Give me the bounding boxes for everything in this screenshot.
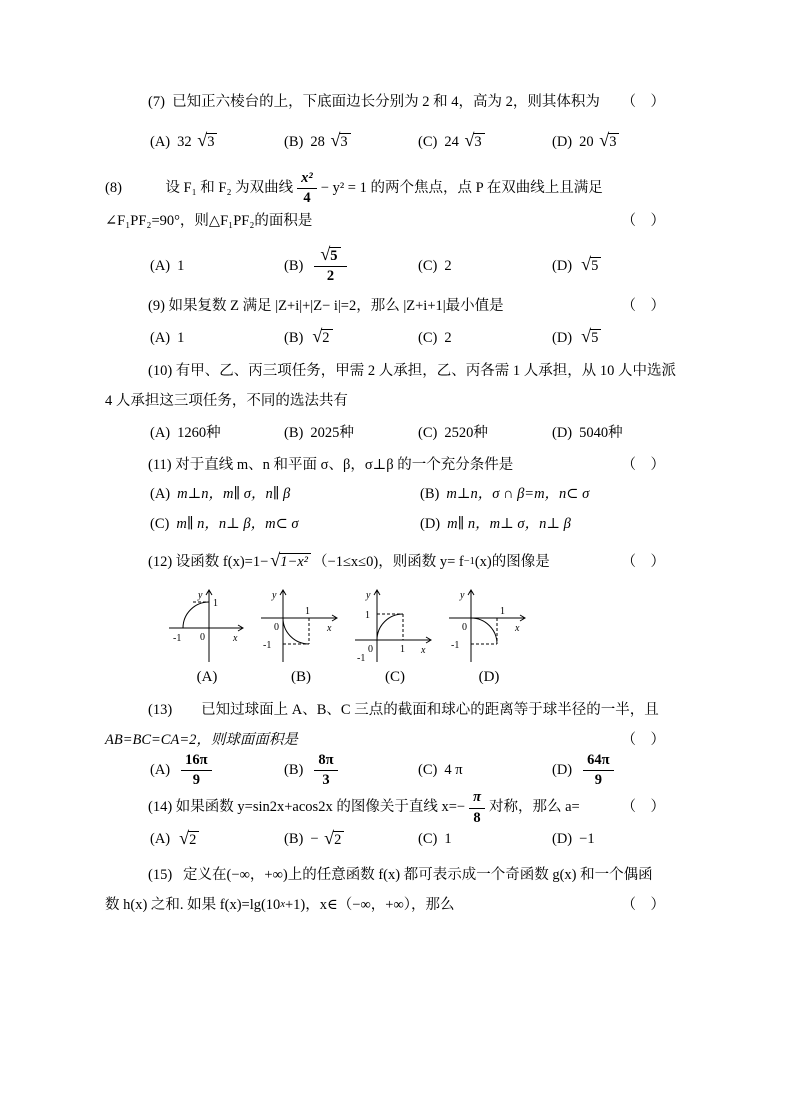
q11-option-b-label: (B) [420,486,440,503]
q14-option-a-root [179,827,199,849]
q11-option-b [420,484,589,506]
q13-option-b [284,752,418,790]
q8-stem-part2: − y² = 1 的两个焦点，点 P 在双曲线上且满足 [320,179,603,196]
q8-option-c [418,256,552,278]
q15-exponent-x: x [280,899,285,911]
q12-graph-d [445,584,533,689]
q12-graph-b-caption: (B) [291,668,311,685]
q11-options-row-1 [105,484,665,506]
q13-option-c-value: 4 π [444,761,463,778]
q14-option-c [418,829,552,851]
q15-answer-paren: （ ） [621,896,665,913]
q13-option-d-numerator: 64π [583,752,613,771]
q8-stem-part3: ∠F₁PF₂=90°，则△F₁PF₂的面积是 [105,213,313,230]
q7-option-d-radicand: 3 [608,133,619,151]
q9-options [105,328,665,350]
q11-option-b-value: m⊥n，σ ∩ β=m，n⊂ σ [446,486,590,503]
q13-option-d-label: (D) [552,761,573,778]
q13-option-a-label: (A) [150,761,171,778]
q8-answer-paren: （ ） [621,213,665,230]
q7-option-b-label: (B) [284,133,304,150]
q9-option-d [552,328,603,350]
q14-options [105,829,665,851]
radical-icon: √ [464,130,475,151]
q7-option-a-radicand: 3 [206,133,217,151]
q10-stem-line1: (10) 有甲、乙、丙三项任务，甲需 2 人承担，乙、丙各需 1 人承担，从 10 人中选派 [148,363,677,380]
graph-a-curve [183,602,209,628]
q14-option-a-label: (A) [150,831,171,848]
q10-option-a-value: 1260种 [177,424,221,441]
q7-option-d-coef: 20 [579,133,598,150]
q9-stem-row [105,296,665,318]
q11-option-a [150,484,420,506]
q8-option-c-label: (C) [418,257,438,274]
q8-stem-row-2 [105,211,665,233]
q11-answer-paren: （ ） [621,456,665,473]
radical-icon: √ [179,827,190,848]
q13-option-d-fraction [583,752,613,790]
q11-option-c [150,514,420,536]
graph-c-x-label: x [421,644,426,656]
q13-stem-row-2 [105,730,665,752]
q9-option-d-radicand: 5 [590,329,601,347]
q9-option-c [418,328,552,350]
q15-stem-line2-part1: 数 h(x) 之和. 如果 f(x)=lg(10 [105,896,281,913]
graph-a-origin: 0 [200,631,205,643]
graph-a-tick-1: 1 [213,597,218,609]
radical-icon: √ [270,550,281,571]
q12-graph-b [257,584,345,689]
graph-c-origin: 0 [368,643,373,655]
radical-icon: √ [197,130,208,151]
q13-option-c [418,760,552,782]
q8-option-b-label: (B) [284,257,304,274]
q13-option-d-denominator: 9 [594,771,602,788]
q8-option-b-radicand: 5 [329,247,340,265]
q13-option-b-label: (B) [284,761,304,778]
q10-option-a [150,423,284,445]
graph-c-plot [351,584,439,664]
q15-stem-line2-part2: +1)，x∈（−∞，+∞），那么 [284,896,455,913]
q14-stem-part1: (14) 如果函数 y=sin2x+acos2x 的图像关于直线 x=− [148,799,466,816]
q10-option-b [284,423,418,445]
q13-option-a-numerator: 16π [181,752,211,771]
q7-option-c-root [464,130,484,151]
graph-b-origin: 0 [274,621,279,633]
q14-option-a-radicand: 2 [188,831,199,849]
radical-icon: √ [330,130,341,151]
q13-option-d [552,752,618,790]
q11-option-a-value: m⊥n，m∥ σ，n∥ β [177,486,291,503]
q7-options [105,132,665,154]
q13-option-a-denominator: 9 [192,771,200,788]
q8-option-b-fraction [314,244,346,286]
q8-stem-row-1 [105,170,665,208]
q10-option-d [552,423,623,445]
q14-fraction-numerator: π [469,789,485,808]
graph-d-tick-1: 1 [500,605,505,617]
q8-option-a [150,256,284,278]
q14-stem-row [105,789,665,827]
radical-icon: √ [599,130,610,151]
graph-b-tick-neg1: -1 [263,639,272,651]
q8-option-a-value: 1 [177,257,185,274]
graph-d-x-label: x [515,622,520,634]
radical-icon: √ [320,244,331,265]
q7-option-d-root [599,130,619,151]
q14-option-b-sign: − [310,831,323,848]
q9-option-d-root [581,326,601,347]
q14-option-d-value: −1 [579,831,595,848]
q13-stem-line2: AB=BC=CA=2，则球面面积是 [105,731,298,748]
q9-option-c-value: 2 [444,329,452,346]
q9-option-a-label: (A) [150,329,171,346]
graph-d-tick-neg1: -1 [451,639,460,651]
q10-options [105,423,665,445]
q11-option-a-label: (A) [150,486,171,503]
q11-option-d [420,514,571,536]
q7-option-c-radicand: 3 [473,133,484,151]
q12-graph-c [351,584,439,689]
q12-answer-paren: （ ） [621,553,665,570]
q8-option-b-numerator [314,244,346,267]
q14-option-d-label: (D) [552,831,573,848]
q14-pi-fraction [469,789,485,827]
q10-option-d-value: 5040种 [579,424,623,441]
graph-c-y-label: y [366,589,371,601]
graph-c-tick-1-top: 1 [365,609,370,621]
q9-option-d-label: (D) [552,329,573,346]
q11-option-c-value: m∥ n，n⊥ β，m⊂ σ [176,516,299,533]
q10-option-b-value: 2025种 [310,424,354,441]
q13-answer-paren: （ ） [621,731,665,748]
q14-option-b-radicand: 2 [333,831,344,849]
graph-b-x-label: x [327,622,332,634]
q11-stem: (11) 对于直线 m、n 和平面 σ、β，σ⊥β 的一个充分条件是 [148,456,514,473]
q13-option-a [150,752,284,790]
q14-option-d [552,829,595,851]
q11-option-d-label: (D) [420,516,441,533]
q13-option-b-numerator: 8π [314,752,337,771]
q12-root-expression [270,550,311,571]
graph-b-tick-1: 1 [305,605,310,617]
graph-d-plot [445,584,533,664]
q14-option-c-label: (C) [418,831,438,848]
graph-a-y-label: y [198,589,203,601]
graph-d-y-label: y [460,589,465,601]
graph-b-y-label: y [272,589,277,601]
q15-stem-row-2 [105,895,665,917]
q10-stem-row-2 [105,391,665,413]
q14-option-b-root [324,827,344,849]
q7-option-b-radicand: 3 [339,133,350,151]
q10-option-a-label: (A) [150,424,171,441]
q13-stem-row-1 [105,700,665,722]
graph-c-curve [377,614,403,640]
q8-fraction-numerator: x² [297,170,317,189]
q8-option-a-label: (A) [150,257,171,274]
q12-graph-a [163,584,251,689]
q7-option-c-coef: 24 [444,133,463,150]
q9-option-b [284,328,418,350]
q13-stem-line1: (13) 已知过球面上 A、B、C 三点的截面和球心的距离等于球半径的一半，且 [148,702,659,719]
q8-stem-part1: (8) 设 F₁ 和 F₂ 为双曲线 [105,179,294,196]
q7-option-a-root [197,130,217,151]
q14-option-b [284,829,418,851]
graph-a-axes [169,590,243,662]
graph-c-tick-1-right: 1 [400,643,405,655]
graph-b-plot [257,584,345,664]
graph-a-tick-neg1: -1 [173,632,182,644]
q13-option-a-fraction [181,752,211,790]
q10-option-c-label: (C) [418,424,438,441]
q12-graph-d-caption: (D) [478,668,500,685]
graph-c-tick-neg1: -1 [357,652,366,664]
q9-answer-paren: （ ） [621,297,665,314]
q12-stem-part2: （−1≤x≤0)，则函数 y= f [313,553,464,570]
q12-stem-part1: (12) 设函数 f(x)=1− [148,553,269,570]
q13-option-b-fraction [314,752,337,790]
q12-stem-row [105,552,665,574]
q14-answer-paren: （ ） [621,799,665,816]
q13-options [105,752,665,790]
q9-option-a-value: 1 [177,329,185,346]
q8-hyperbola-fraction [297,170,317,208]
q10-option-c-value: 2520种 [444,424,488,441]
q8-option-d [552,256,603,278]
graph-d-origin: 0 [462,621,467,633]
q14-option-a [150,829,284,851]
q7-option-d-label: (D) [552,133,573,150]
radical-icon: √ [312,326,323,347]
q12-stem-part3: (x)的图像是 [474,553,550,570]
radical-icon: √ [324,827,335,848]
q9-option-c-label: (C) [418,329,438,346]
graph-d-curve [471,618,497,644]
q12-radicand: 1−x² [279,553,311,571]
q7-option-a-label: (A) [150,133,171,150]
q8-option-b [284,244,418,286]
q15-stem-row-1 [105,865,665,887]
q7-option-a-coef: 32 [177,133,196,150]
q11-options-row-2 [105,514,665,536]
q11-option-d-value: m∥ n，m⊥ σ，n⊥ β [447,516,571,533]
radical-icon: √ [581,254,592,275]
q14-stem-part2: 对称，那么 a= [488,799,580,816]
graph-b-curve [283,618,309,644]
q10-option-b-label: (B) [284,424,304,441]
q10-option-d-label: (D) [552,424,573,441]
q7-option-c [418,132,552,154]
graph-a-x-label: x [233,632,238,644]
q8-options [105,244,665,286]
q9-option-a [150,328,284,350]
q12-graph-c-caption: (C) [385,668,405,685]
radical-icon: √ [581,326,592,347]
q9-option-b-label: (B) [284,329,304,346]
q15-stem-line1: (15) 定义在(−∞，+∞)上的任意函数 f(x) 都可表示成一个奇函数 g(x) 和一个偶函 [148,866,653,883]
q13-option-b-denominator: 3 [322,771,330,788]
q9-option-b-root [312,326,332,347]
q12-graph-a-caption: (A) [196,668,218,685]
q7-stem-row [105,92,665,114]
q10-option-c [418,423,552,445]
q10-stem-row-1 [105,361,677,383]
q8-option-b-denominator: 2 [326,268,335,285]
q7-option-b-coef: 28 [310,133,329,150]
q7-option-b [284,132,418,154]
q7-answer-paren: （ ） [621,94,665,110]
q9-option-b-radicand: 2 [321,329,332,347]
q7-stem: (7) 已知正六棱台的上，下底面边长分别为 2 和 4，高为 2，则其体积为 [148,94,600,110]
q8-option-c-value: 2 [444,257,452,274]
q11-stem-row [105,455,665,477]
q8-option-d-label: (D) [552,257,573,274]
q14-fraction-denominator: 8 [473,809,481,826]
q9-stem: (9) 如果复数 Z 满足 |Z+i|+|Z− i|=2，那么 |Z+i+1|最小值是 [148,297,504,314]
q7-option-d [552,132,621,154]
q8-option-b-root [320,244,340,265]
q14-option-c-value: 1 [444,831,452,848]
q7-option-c-label: (C) [418,133,438,150]
q11-option-c-label: (C) [150,516,170,533]
q8-fraction-denominator: 4 [303,189,311,206]
graph-a-plot [163,584,251,664]
q7-option-b-root [330,130,350,151]
q13-option-c-label: (C) [418,761,438,778]
q7-option-a [150,132,284,154]
q8-option-d-radicand: 5 [590,257,601,275]
q12-graphs [105,584,665,689]
q10-stem-line2: 4 人承担这三项任务，不同的选法共有 [105,393,348,410]
q14-option-b-label: (B) [284,831,304,848]
q12-inverse-exponent: −1 [463,556,475,568]
q8-option-d-root [581,254,601,275]
